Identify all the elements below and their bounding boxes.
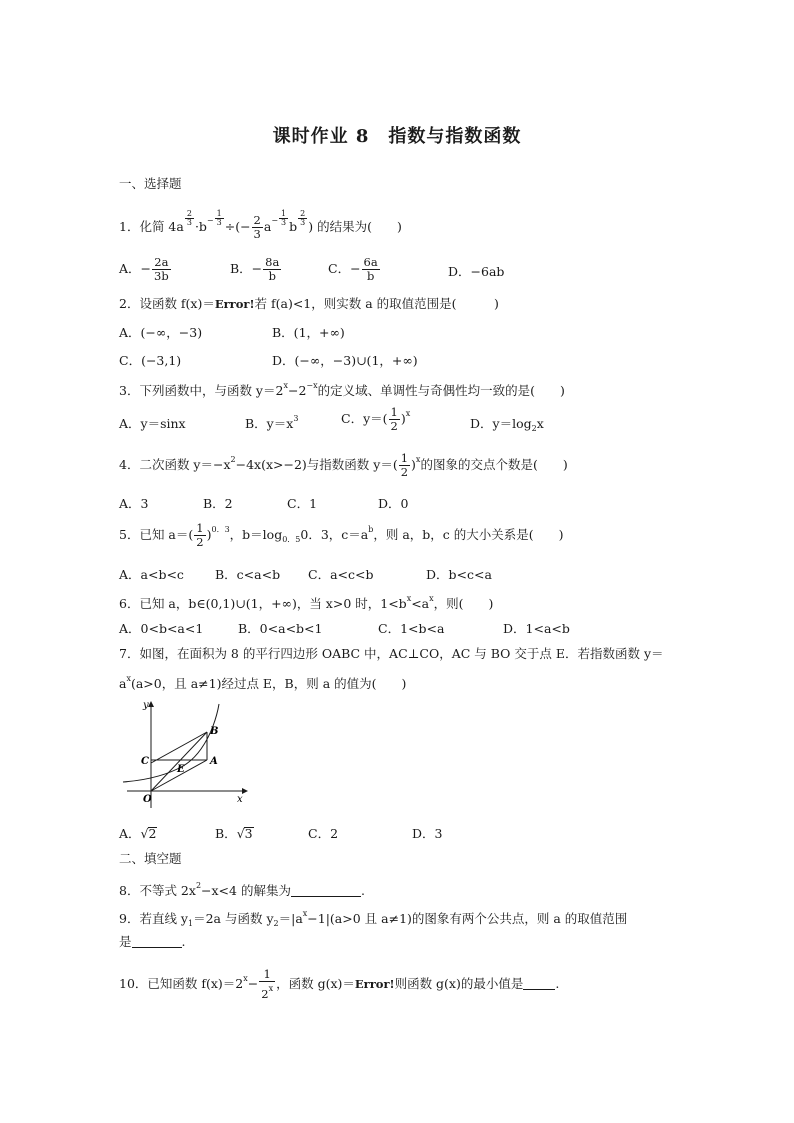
question-3: 3．下列函数中，与函数 $y=2^x-2^{-x}$的定义域、单调性与奇偶性均一致的是( )	[119, 381, 565, 398]
question-7-line-2: $a^x(a>0$，且 a≠1)经过点 E，B，则 a 的值为( )	[119, 674, 407, 691]
label-x: x	[237, 794, 243, 805]
q10-error-text: Error!	[354, 977, 395, 991]
q6-option-c[interactable]: C．1<b<a	[378, 621, 445, 636]
q4-option-b[interactable]: B．2	[203, 496, 233, 511]
q3-option-a[interactable]: A．y＝sinx	[119, 416, 186, 431]
q6-option-b[interactable]: B．0<a<b<1	[238, 621, 323, 636]
question-1	[119, 210, 402, 241]
question-9: 9．若直线 $y_1=2a$ 与函数 $y_2=|a^x-1|(a>0$ 且 a≠1)的图象有两个公共点，则 a 的取值范围	[119, 909, 628, 928]
q1-coef: $\frac{2}{3}$	[253, 213, 261, 241]
q2-option-c[interactable]: C．(−3,1)	[119, 353, 182, 368]
page-title: 课时作业 8 指数与指数函数	[272, 126, 522, 147]
q4-option-a[interactable]: A．3	[119, 496, 149, 511]
q5-option-a[interactable]: A．a<b<c	[119, 567, 184, 582]
q1-option-c[interactable]: C．− $\frac{6a}{b}$	[328, 255, 378, 283]
q9-answer-blank[interactable]	[132, 935, 182, 948]
question-9-line-2: 是 .	[119, 934, 186, 949]
label-A: A	[210, 756, 218, 767]
q1-exp1: $\frac{2}{3}$	[186, 209, 192, 227]
question-5: 5．已知 a＝( $\frac{1}{2}$ )$^{0.3}$，$b=\log_{0.5}0$．3，$c=a^b$，则 a，b，c 的大小关系是( )	[119, 521, 564, 549]
q7-option-b[interactable]: B．√3	[215, 826, 253, 841]
q1-option-a[interactable]: A．− $\frac{2a}{3b}$	[119, 255, 169, 283]
label-y: y	[143, 700, 149, 711]
q5-option-b[interactable]: B．c<a<b	[215, 567, 281, 582]
q1-sign: −	[206, 216, 214, 225]
q1-text: 1．化简 4a	[119, 219, 184, 234]
q1-exp3: $\frac{1}{3}$	[281, 209, 287, 227]
segment-BC	[151, 732, 207, 763]
q2-option-a[interactable]: A．(−∞，−3)	[119, 325, 203, 340]
segment-OB	[151, 732, 207, 791]
q3-option-b[interactable]: B．$y=x^3$	[245, 414, 299, 431]
question-10: 10．已知函数 $f(x)=2^x-$ $\frac{1}{2^x}$ ，函数 g(x)＝Error!则函数 g(x)的最小值是 .	[119, 967, 560, 1001]
parallelogram-figure	[119, 696, 254, 814]
q1-sign: −	[271, 216, 279, 225]
q1-exp4: $\frac{2}{3}$	[300, 209, 306, 227]
q3-option-c[interactable]: C．y＝( $\frac{1}{2}$ )$^x$	[341, 405, 411, 433]
q2-option-d[interactable]: D．(−∞，−3)∪(1，+∞)	[272, 353, 418, 368]
label-O: O	[143, 794, 152, 805]
q3-option-d[interactable]: D．$y=\log_2x$	[470, 416, 544, 433]
q8-answer-blank[interactable]	[291, 884, 361, 897]
q5-option-c[interactable]: C．a<c<b	[308, 567, 374, 582]
q4-option-d[interactable]: D．0	[378, 496, 409, 511]
question-8: 8．不等式 $2x^2-x<4$ 的解集为 .	[119, 881, 365, 898]
q1-option-b[interactable]: B．− $\frac{8a}{b}$	[230, 255, 280, 283]
question-6: 6．已知 a，b∈(0,1)∪(1，+∞)，当 x>0 时，$1<b^x<a^x$，则( )	[119, 594, 494, 611]
q1-option-d[interactable]: D．−6ab	[448, 264, 505, 279]
q7-option-a[interactable]: A．√2	[119, 826, 157, 841]
q4-option-c[interactable]: C．1	[287, 496, 318, 511]
q6-option-d[interactable]: D．1<a<b	[503, 621, 570, 636]
label-E: E	[177, 764, 185, 775]
q1-exp2: $\frac{1}{3}$	[216, 209, 222, 227]
q1-text: a	[263, 219, 272, 234]
q10-answer-blank[interactable]	[523, 977, 555, 990]
section-fill-heading: 二、填空题	[119, 851, 182, 866]
question-7-line-1: 7．如图，在面积为 8 的平行四边形 OABC 中，AC⊥CO，AC 与 BO 交于点 E．若指数函数 y＝	[119, 646, 664, 661]
q7-option-d[interactable]: D．3	[412, 826, 443, 841]
q1-text: ·b	[194, 219, 207, 234]
question-2: 2．设函数 f(x)＝Error!若 f(a)<1，则实数 a 的取值范围是( )	[119, 296, 499, 311]
q1-text: ) 的结果为( )	[308, 219, 402, 234]
label-B: B	[210, 726, 219, 737]
q1-text: b	[289, 219, 298, 234]
q1-text: ÷(−	[224, 219, 251, 234]
q5-option-d[interactable]: D．b<c<a	[426, 567, 492, 582]
q6-option-a[interactable]: A．0<b<a<1	[119, 621, 204, 636]
q2-error-text: Error!	[214, 297, 255, 311]
question-4: 4．二次函数 $y=-x^2-4x(x>-2)$与指数函数 y＝( $\frac{1}{2}$ )$^x$的图象的交点个数是( )	[119, 451, 568, 479]
section-choice-heading: 一、选择题	[119, 176, 182, 191]
q2-option-b[interactable]: B．(1，+∞)	[272, 325, 345, 340]
label-C: C	[141, 756, 149, 767]
q7-option-c[interactable]: C．2	[308, 826, 339, 841]
